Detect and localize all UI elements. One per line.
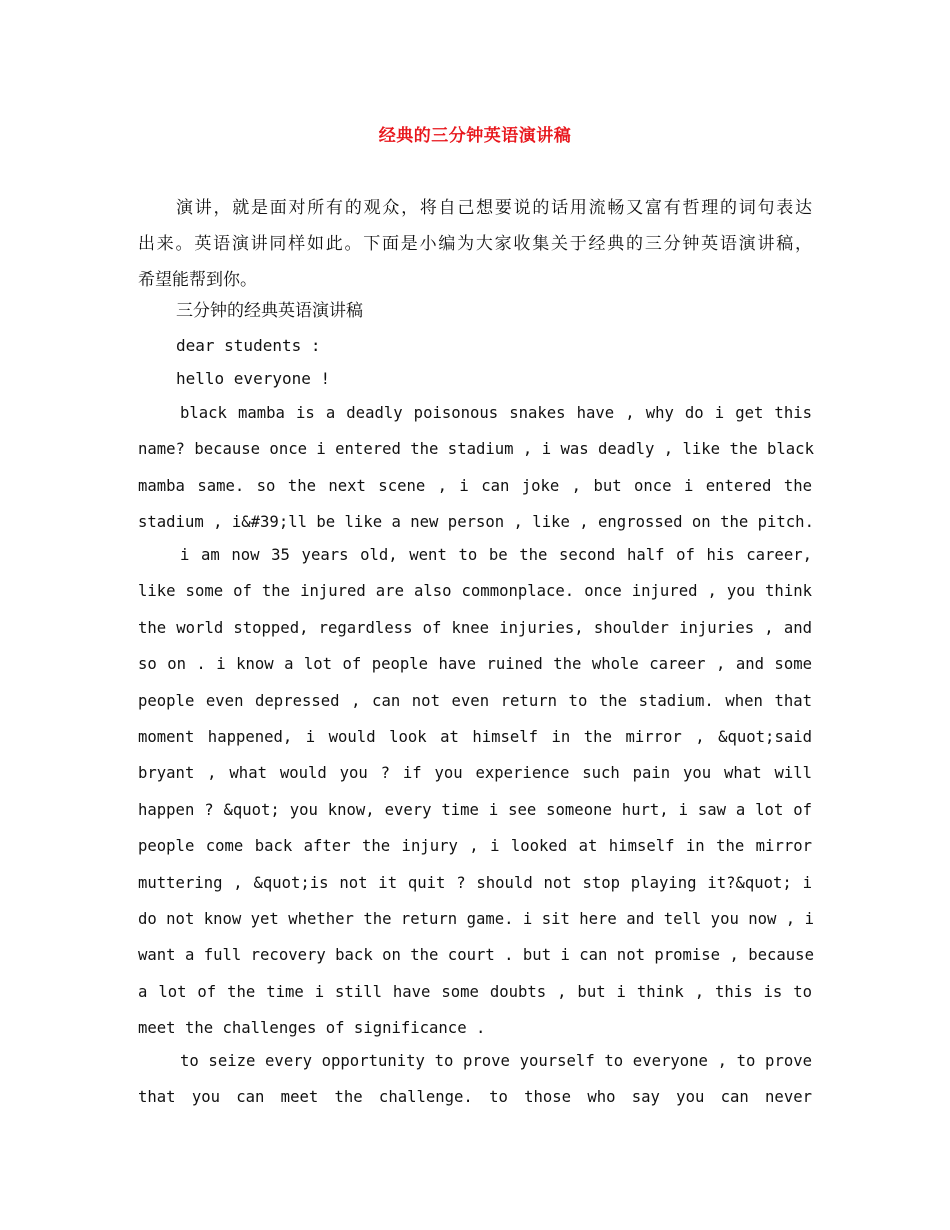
paragraph-line: that you can meet the challenge. to those who say you can never <box>138 1088 812 1107</box>
paragraph-line: name? because once i entered the stadium , i was deadly , like the black <box>138 440 814 459</box>
section-heading: 三分钟的经典英语演讲稿 <box>176 301 363 321</box>
intro-paragraph <box>138 190 812 298</box>
body-paragraph-2 <box>138 537 812 1046</box>
paragraph-line: people even depressed , can not even return to the stadium. when that <box>138 691 812 710</box>
paragraph-line: the world stopped, regardless of knee injuries, shoulder injuries , and <box>138 618 812 637</box>
paragraph-line: moment happened, i would look at himself in the mirror , &quot;said <box>138 727 812 746</box>
salutation: dear students : <box>176 336 321 355</box>
body-paragraph-3 <box>138 1043 812 1116</box>
paragraph-line: i am now 35 years old, went to be the second half of his career, <box>180 546 812 564</box>
document-title: 经典的三分钟英语演讲稿 <box>378 126 572 146</box>
paragraph-line: want a full recovery back on the court . but i can not promise , because <box>138 946 814 965</box>
paragraph-line: a lot of the time i still have some doubts , but i think , this is to <box>138 982 812 1001</box>
paragraph-line: do not know yet whether the return game. i sit here and tell you now , i <box>138 909 814 928</box>
intro-line: 演讲，就是面对所有的观众，将自己想要说的话用流畅又富有哲理的词句表达 <box>176 198 812 218</box>
paragraph-line: meet the challenges of significance . <box>138 1019 486 1038</box>
paragraph-line: muttering , &quot;is not it quit ? should not stop playing it?&quot; i <box>138 873 812 892</box>
body-paragraph-1 <box>138 395 812 541</box>
paragraph-line: people come back after the injury , i looked at himself in the mirror <box>138 837 812 856</box>
paragraph-line: like some of the injured are also commonplace. once injured , you think <box>138 582 812 601</box>
paragraph-line: to seize every opportunity to prove yourself to everyone , to prove <box>180 1052 812 1070</box>
paragraph-line: stadium , i&#39;ll be like a new person , like , engrossed on the pitch. <box>138 513 814 532</box>
paragraph-line: black mamba is a deadly poisonous snakes have , why do i get this <box>180 404 812 422</box>
intro-line: 出来。英语演讲同样如此。下面是小编为大家收集关于经典的三分钟英语演讲稿， <box>138 234 812 254</box>
intro-line: 希望能帮到你。 <box>138 270 257 290</box>
paragraph-line: mamba same. so the next scene , i can joke , but once i entered the <box>138 476 812 495</box>
paragraph-line: bryant , what would you ? if you experience such pain you what will <box>138 764 812 783</box>
paragraph-line: happen ? &quot; you know, every time i see someone hurt, i saw a lot of <box>138 800 812 819</box>
paragraph-line: so on . i know a lot of people have ruined the whole career , and some <box>138 655 812 674</box>
greeting: hello everyone ! <box>176 369 331 388</box>
